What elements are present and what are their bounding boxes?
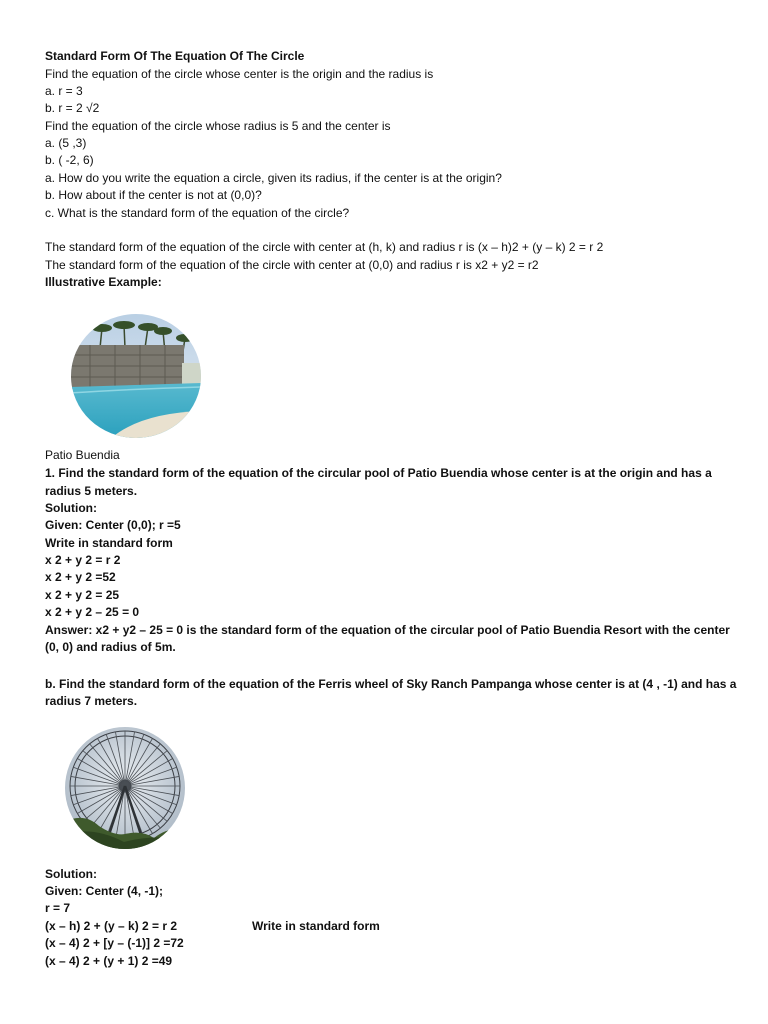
question-c: c. What is the standard form of the equation of the circle?: [45, 206, 350, 220]
problem-item-b: b. ( -2, 6): [45, 153, 94, 167]
standard-form-general: The standard form of the equation of the circle with center at (h, k) and radius r is (x – h)2 + (y – k) 2 = r 2: [45, 240, 604, 254]
given-line: Given: Center (4, -1);: [45, 884, 164, 898]
answer-line: Answer: x2 + y2 – 25 = 0 is the standard form of the equation of the circular pool of Patio Buendia Resort with the center: [45, 623, 730, 637]
problem-intro-1: Find the equation of the circle whose center is the origin and the radius is: [45, 67, 434, 81]
problem-intro-2: Find the equation of the circle whose radius is 5 and the center is: [45, 119, 391, 133]
given-line: Given: Center (0,0); r =5: [45, 518, 181, 532]
example-2-question-cont: radius 7 meters.: [45, 694, 138, 708]
pool-photo: [70, 313, 202, 439]
step-instruction: Write in standard form: [252, 919, 380, 933]
image-caption: Patio Buendia: [45, 448, 120, 462]
equation-step: (x – 4) 2 + (y + 1) 2 =49: [45, 954, 173, 968]
question-b: b. How about if the center is not at (0,0)?: [45, 188, 262, 202]
answer-line-cont: (0, 0) and radius of 5m.: [45, 640, 176, 654]
radius-line: r = 7: [45, 901, 71, 915]
solution-label: Solution:: [45, 501, 97, 515]
step-instruction: Write in standard form: [45, 536, 173, 550]
problem-item-a: a. (5 ,3): [45, 136, 87, 150]
equation-step: (x – 4) 2 + [y – (-1)] 2 =72: [45, 936, 184, 950]
document-title: Standard Form Of The Equation Of The Circle: [45, 49, 305, 63]
question-a: a. How do you write the equation a circle, given its radius, if the center is at the origin?: [45, 171, 502, 185]
solution-label: Solution:: [45, 867, 97, 881]
example-1-question-cont: radius 5 meters.: [45, 484, 138, 498]
example-1-question: 1. Find the standard form of the equation of the circular pool of Patio Buendia whose center is at the origin and has a: [45, 466, 712, 480]
problem-item-b: b. r = 2 √2: [45, 101, 100, 115]
section-heading: Illustrative Example:: [45, 275, 162, 289]
equation-step: (x – h) 2 + (y – k) 2 = r 2: [45, 919, 178, 933]
standard-form-origin: The standard form of the equation of the circle with center at (0,0) and radius r is x2 + y2 = r2: [45, 258, 539, 272]
example-2-question: b. Find the standard form of the equation of the Ferris wheel of Sky Ranch Pampanga whose center is at (4 , -1) and has a: [45, 677, 737, 691]
equation-step: x 2 + y 2 – 25 = 0: [45, 605, 140, 619]
equation-step: x 2 + y 2 =52: [45, 570, 116, 584]
equation-step: x 2 + y 2 = 25: [45, 588, 120, 602]
ferris-wheel-photo: [64, 726, 186, 850]
problem-item-a: a. r = 3: [45, 84, 83, 98]
equation-step: x 2 + y 2 = r 2: [45, 553, 121, 567]
